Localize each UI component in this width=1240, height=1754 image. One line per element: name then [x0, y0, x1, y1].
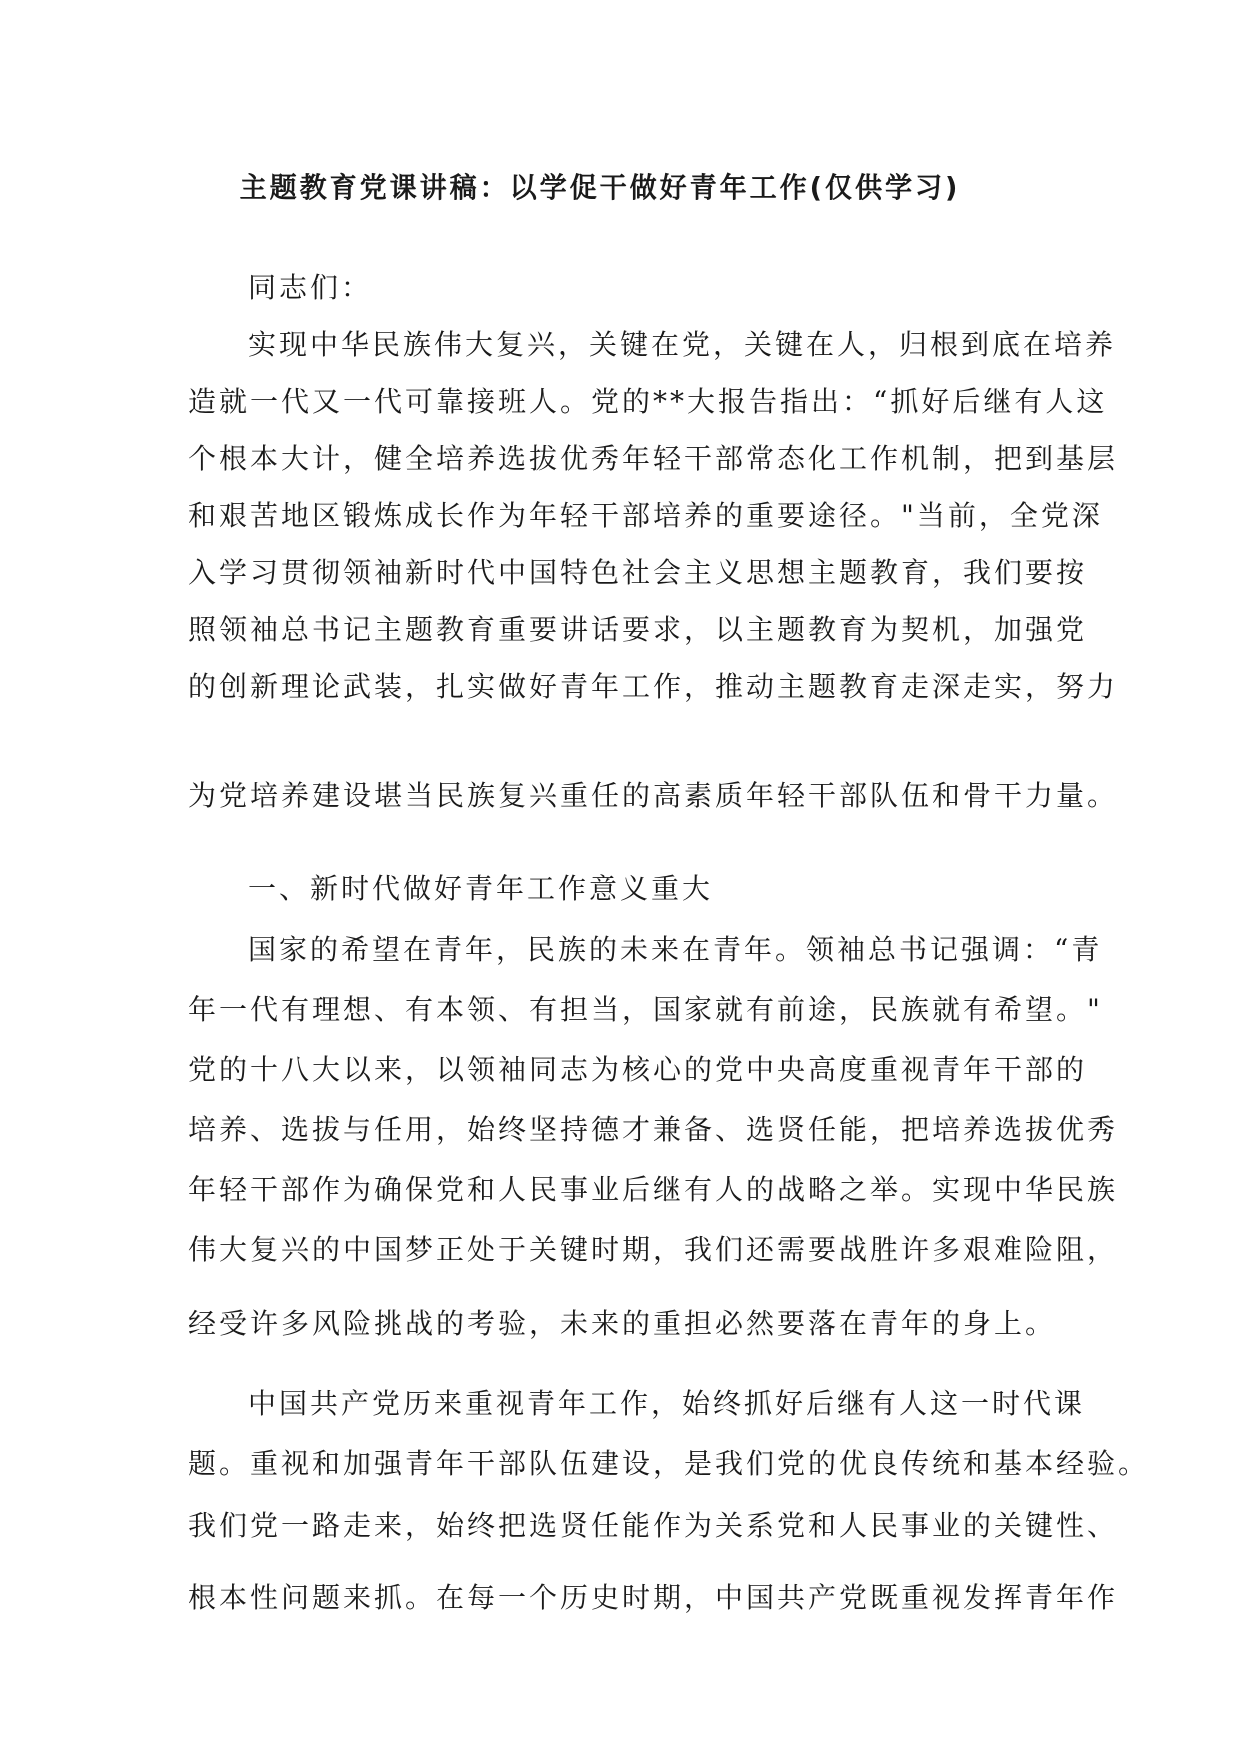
- paragraph-line: 造就一代又一代可靠接班人。党的**大报告指出：“抓好后继有人这: [188, 385, 1108, 418]
- paragraph-line: 的创新理论武装，扎实做好青年工作，推动主题教育走深走实，努力: [188, 670, 1119, 703]
- paragraph-line: 培养、选拔与任用，始终坚持德才兼备、选贤任能，把培养选拔优秀: [188, 1113, 1119, 1146]
- paragraph-line: 年轻干部作为确保党和人民事业后继有人的战略之举。实现中华民族: [188, 1173, 1119, 1206]
- paragraph-line: 根本性问题来抓。在每一个历史时期，中国共产党既重视发挥青年作: [188, 1581, 1119, 1614]
- paragraph-line: 实现中华民族伟大复兴，关键在党，关键在人，归根到底在培养: [248, 328, 1117, 361]
- paragraph-line: 入学习贯彻领袖新时代中国特色社会主义思想主题教育，我们要按: [188, 556, 1088, 589]
- paragraph-line: 年一代有理想、有本领、有担当，国家就有前途，民族就有希望。": [188, 993, 1103, 1026]
- paragraph-line: 个根本大计，健全培养选拔优秀年轻干部常态化工作机制，把到基层: [188, 442, 1119, 475]
- section-heading: 一、新时代做好青年工作意义重大: [248, 872, 714, 905]
- paragraph-line: 经受许多风险挑战的考验，未来的重担必然要落在青年的身上。: [188, 1307, 1057, 1340]
- paragraph-line: 国家的希望在青年，民族的未来在青年。领袖总书记强调：“青: [248, 933, 1103, 966]
- paragraph-line: 为党培养建设堪当民族复兴重任的高素质年轻干部队伍和骨干力量。: [188, 779, 1119, 812]
- paragraph-line: 和艰苦地区锻炼成长作为年轻干部培养的重要途径。"当前，全党深: [188, 499, 1103, 532]
- paragraph-line: 党的十八大以来，以领袖同志为核心的党中央高度重视青年干部的: [188, 1053, 1088, 1086]
- paragraph-line: 中国共产党历来重视青年工作，始终抓好后继有人这一时代课: [248, 1387, 1086, 1420]
- paragraph-line: 伟大复兴的中国梦正处于关键时期，我们还需要战胜许多艰难险阻，: [188, 1233, 1119, 1266]
- document-title: 主题教育党课讲稿：以学促干做好青年工作(仅供学习): [239, 171, 961, 204]
- salutation: 同志们：: [248, 271, 373, 304]
- paragraph-line: 题。重视和加强青年干部队伍建设，是我们党的优良传统和基本经验。: [188, 1447, 1150, 1480]
- paragraph-line: 我们党一路走来，始终把选贤任能作为关系党和人民事业的关键性、: [188, 1509, 1119, 1542]
- paragraph-line: 照领袖总书记主题教育重要讲话要求，以主题教育为契机，加强党: [188, 613, 1088, 646]
